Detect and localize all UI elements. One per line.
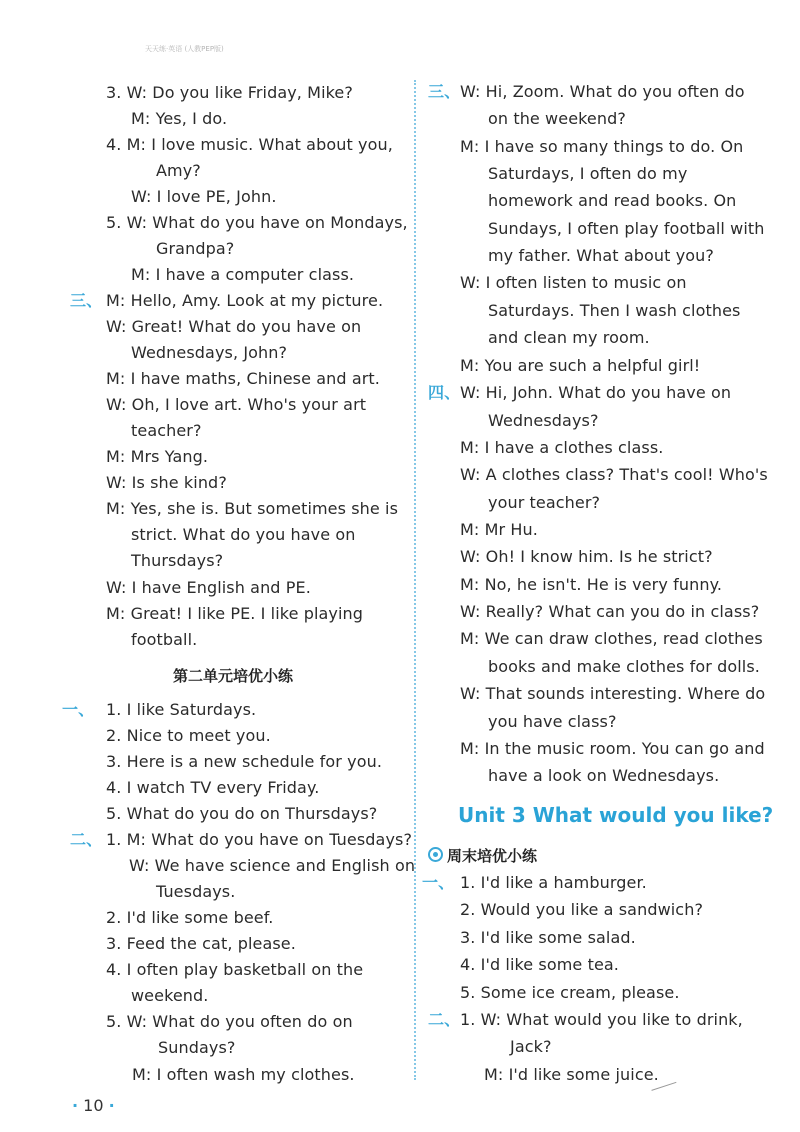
- page-dot-right: ·: [108, 1096, 115, 1115]
- header-text: 天天练·英语 (人教PEP版): [145, 45, 224, 53]
- dialogue-line: books and make clothes for dolls.: [488, 657, 760, 676]
- exercise-line: 4. I watch TV every Friday.: [106, 778, 320, 797]
- dialogue-line: W: Hi, John. What do you have on: [460, 383, 732, 402]
- exercise-line: 1. I'd like a hamburger.: [460, 873, 647, 892]
- exercise-line: Tuesdays.: [156, 882, 236, 901]
- dialogue-line: 4. M: I love music. What about you,: [106, 135, 393, 154]
- exercise-line: 2. Nice to meet you.: [106, 726, 271, 745]
- dialogue-line: Thursdays?: [131, 551, 224, 570]
- dialogue-line: M: We can draw clothes, read clothes: [460, 629, 763, 648]
- section-marker-2: 二、: [70, 830, 103, 849]
- dialogue-line: Wednesdays?: [488, 411, 599, 430]
- column-divider: [414, 80, 416, 1080]
- exercise-line: 4. I often play basketball on the: [106, 960, 364, 979]
- dialogue-line: W: Great! What do you have on: [106, 317, 362, 336]
- exercise-line: 5. W: What do you often do on: [106, 1012, 353, 1031]
- exercise-line: weekend.: [131, 986, 209, 1005]
- dialogue-line: W: Oh, I love art. Who's your art: [106, 395, 367, 414]
- dialogue-line: M: You are such a helpful girl!: [460, 356, 701, 375]
- circle-bullet-icon: [428, 847, 443, 862]
- exercise-line: 4. I'd like some tea.: [460, 955, 619, 974]
- dialogue-line: M: I have a clothes class.: [460, 438, 664, 457]
- dialogue-line: W: A clothes class? That's cool! Who's: [460, 465, 768, 484]
- dialogue-line: W: Really? What can you do in class?: [460, 602, 760, 621]
- exercise-line: 1. I like Saturdays.: [106, 700, 257, 719]
- dialogue-line: W: I love PE, John.: [131, 187, 277, 206]
- page-number-value: 10: [83, 1096, 104, 1115]
- exercise-line: W: We have science and English on: [129, 856, 416, 875]
- section-marker-4: 四、: [428, 383, 461, 402]
- dialogue-line: Grandpa?: [156, 239, 235, 258]
- dialogue-line: Saturdays, I often do my: [488, 164, 688, 183]
- dialogue-line: homework and read books. On: [488, 191, 737, 210]
- dialogue-line: have a look on Wednesdays.: [488, 766, 720, 785]
- dialogue-line: M: I have a computer class.: [131, 265, 355, 284]
- page-dot-left: ·: [72, 1096, 79, 1115]
- exercise-line: 3. Here is a new schedule for you.: [106, 752, 383, 771]
- dialogue-line: M: Mrs Yang.: [106, 447, 209, 466]
- dialogue-line: M: Mr Hu.: [460, 520, 538, 539]
- exercise-line: 5. Some ice cream, please.: [460, 983, 680, 1002]
- section-marker-1: 一、: [62, 700, 95, 719]
- exercise-line: 2. Would you like a sandwich?: [460, 900, 704, 919]
- exercise-line: 3. I'd like some salad.: [460, 928, 636, 947]
- dialogue-line: M: I have maths, Chinese and art.: [106, 369, 380, 388]
- section-marker-2: 二、: [428, 1010, 461, 1029]
- dialogue-line: 3. W: Do you like Friday, Mike?: [106, 83, 353, 102]
- dialogue-line: M: No, he isn't. He is very funny.: [460, 575, 723, 594]
- dialogue-line: Saturdays. Then I wash clothes: [488, 301, 741, 320]
- unit2-practice-title: 第二单元培优小练: [173, 667, 294, 685]
- dialogue-line: 5. W: What do you have on Mondays,: [106, 213, 408, 232]
- unit3-title: Unit 3 What would you like?: [458, 803, 774, 827]
- exercise-line: Sundays?: [158, 1038, 236, 1057]
- section-marker-3: 三、: [428, 82, 461, 101]
- dialogue-line: W: I have English and PE.: [106, 578, 311, 597]
- dialogue-line: Sundays, I often play football with: [488, 219, 765, 238]
- dialogue-line: football.: [131, 630, 198, 649]
- dialogue-line: and clean my room.: [488, 328, 650, 347]
- dialogue-line: M: In the music room. You can go and: [460, 739, 765, 758]
- dialogue-line: W: That sounds interesting. Where do: [460, 684, 766, 703]
- exercise-line: 5. What do you do on Thursdays?: [106, 804, 378, 823]
- dialogue-line: you have class?: [488, 712, 617, 731]
- section-marker-3: 三、: [70, 291, 103, 310]
- dialogue-line: your teacher?: [488, 493, 601, 512]
- dialogue-line: M: Yes, I do.: [131, 109, 228, 128]
- weekend-practice-label: 周末培优小练: [447, 847, 538, 865]
- exercise-line: 3. Feed the cat, please.: [106, 934, 296, 953]
- dialogue-line: W: Is she kind?: [106, 473, 227, 492]
- exercise-line: M: I often wash my clothes.: [132, 1065, 355, 1084]
- dialogue-line: M: Hello, Amy. Look at my picture.: [106, 291, 384, 310]
- dialogue-line: M: Yes, she is. But sometimes she is: [106, 499, 399, 518]
- dialogue-line: Wednesdays, John?: [131, 343, 288, 362]
- dialogue-line: W: Hi, Zoom. What do you often do: [460, 82, 745, 101]
- exercise-line: 1. W: What would you like to drink,: [460, 1010, 743, 1029]
- dialogue-line: Amy?: [156, 161, 201, 180]
- dialogue-line: M: Great! I like PE. I like playing: [106, 604, 364, 623]
- exercise-line: 1. M: What do you have on Tuesdays?: [106, 830, 413, 849]
- dialogue-line: W: Oh! I know him. Is he strict?: [460, 547, 713, 566]
- weekend-practice-heading: [428, 845, 537, 866]
- dialogue-line: my father. What about you?: [488, 246, 714, 265]
- dialogue-line: W: I often listen to music on: [460, 273, 687, 292]
- exercise-line: M: I'd like some juice.: [484, 1065, 659, 1084]
- exercise-line: 2. I'd like some beef.: [106, 908, 274, 927]
- dialogue-line: strict. What do you have on: [131, 525, 356, 544]
- dialogue-line: M: I have so many things to do. On: [460, 137, 744, 156]
- section-marker-1: 一、: [422, 873, 455, 892]
- dialogue-line: on the weekend?: [488, 109, 626, 128]
- page-number: [72, 1096, 115, 1115]
- exercise-line: Jack?: [510, 1037, 552, 1056]
- dialogue-line: teacher?: [131, 421, 202, 440]
